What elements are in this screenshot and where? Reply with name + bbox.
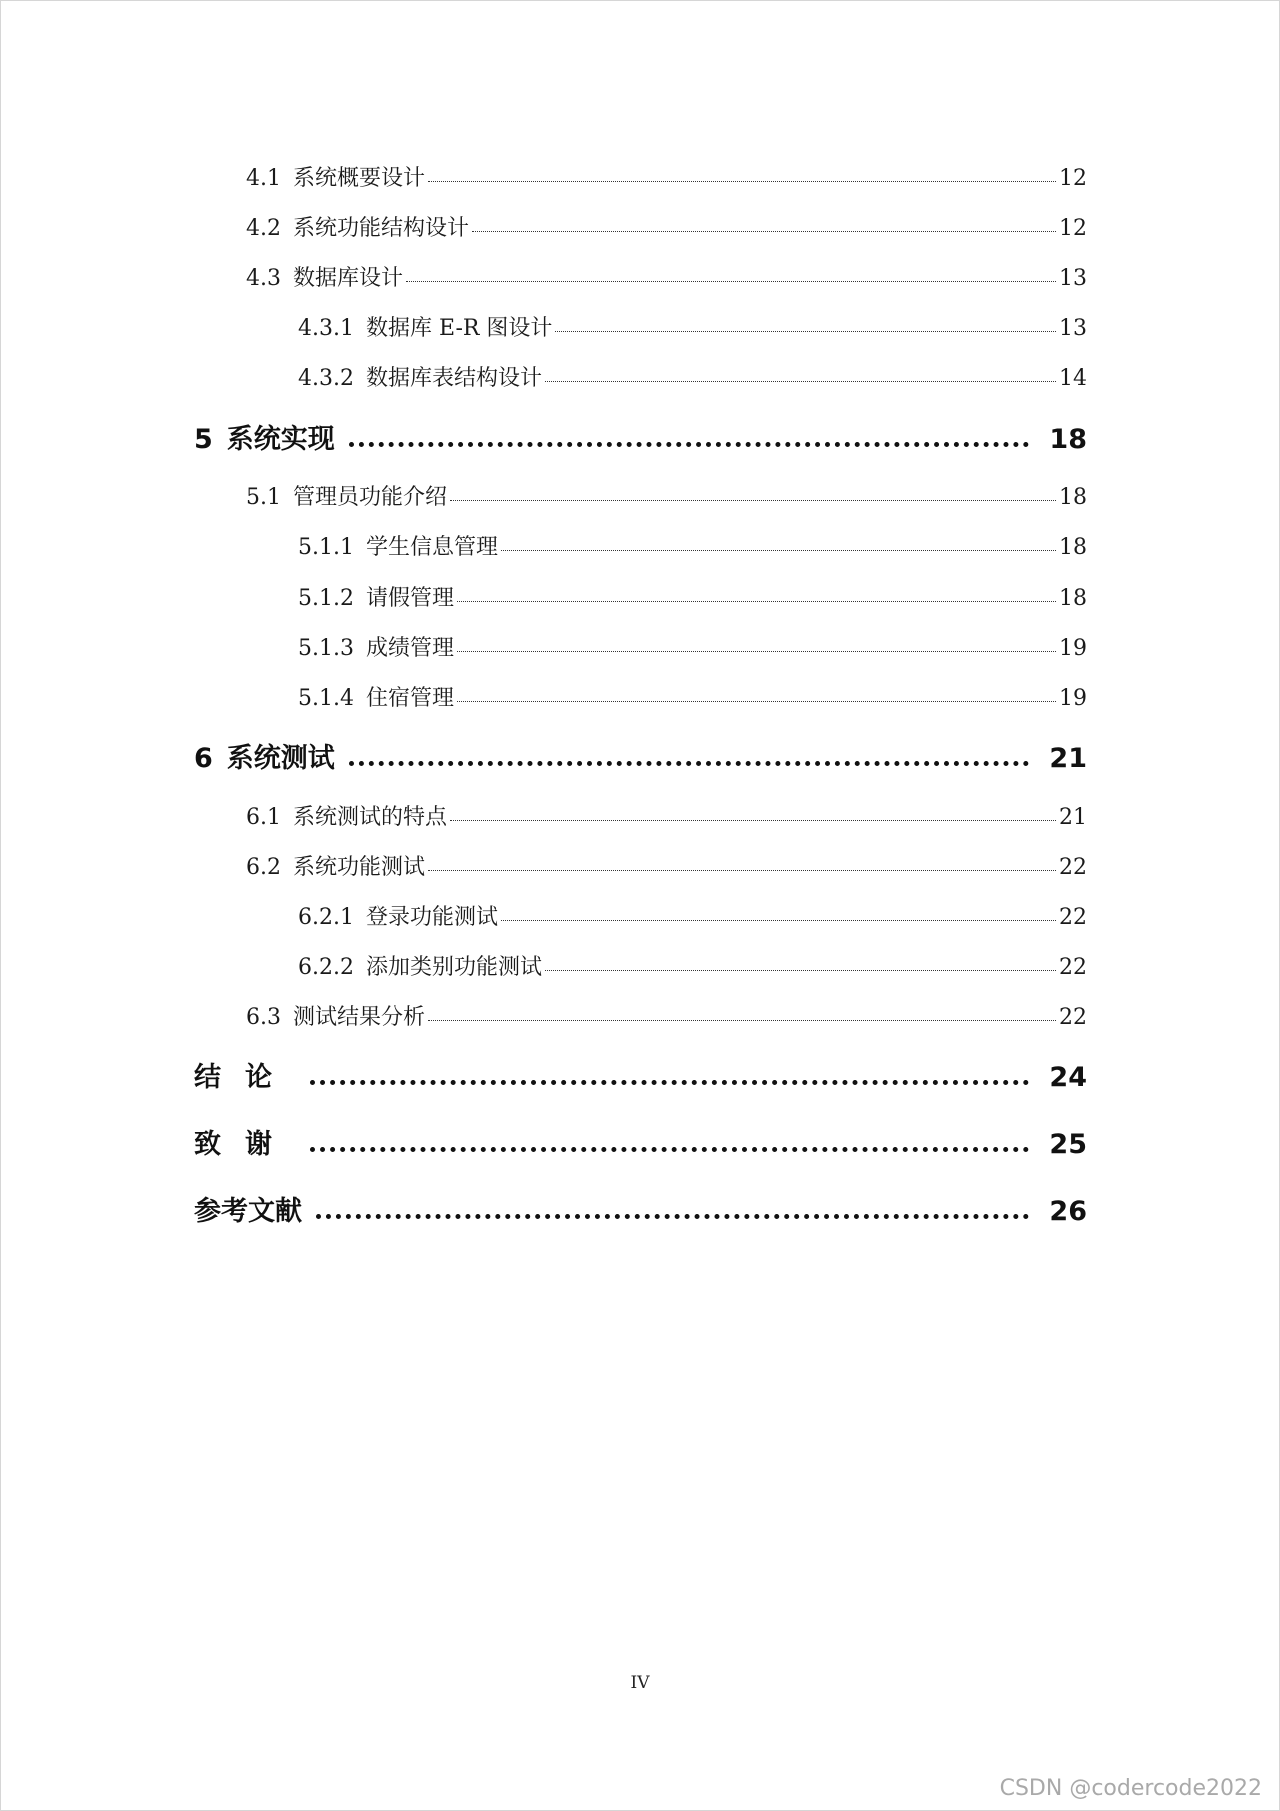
toc-leader — [310, 1147, 1029, 1152]
toc-entry-number: 4.3.2 — [298, 366, 354, 391]
toc-entry[interactable] — [194, 311, 1087, 342]
toc-leader — [406, 281, 1056, 282]
toc-entry-page: 14 — [1059, 366, 1087, 391]
toc-entry[interactable] — [194, 950, 1087, 981]
toc-entry-title: 数据库设计 — [293, 266, 404, 291]
toc-chapter-page: 25 — [1049, 1129, 1087, 1160]
toc-entry-number: 6.1 — [246, 805, 281, 830]
toc-chapter-number: 6 — [194, 743, 213, 774]
toc-chapter-title: 系统测试 — [226, 743, 335, 774]
toc-entry-title: 系统功能结构设计 — [293, 216, 470, 241]
toc-entry[interactable] — [194, 800, 1087, 831]
toc-entry[interactable] — [194, 530, 1087, 561]
toc-entry-title: 系统概要设计 — [293, 166, 426, 191]
toc-leader — [450, 500, 1056, 501]
toc-entry-page: 12 — [1059, 216, 1087, 241]
toc-leader — [428, 1020, 1056, 1021]
toc-leader — [450, 820, 1056, 821]
toc-entry-number: 4.3.1 — [298, 316, 354, 341]
toc-chapter[interactable] — [194, 1189, 1087, 1228]
toc-entry-page: 13 — [1059, 266, 1087, 291]
toc-entry-page: 22 — [1059, 855, 1087, 880]
toc-entry-number: 6.2.1 — [298, 905, 354, 930]
toc-entry-page: 13 — [1059, 316, 1087, 341]
toc-chapter-title: 致谢 — [194, 1129, 296, 1160]
toc-entry-number: 5.1 — [246, 485, 281, 510]
toc-entry-number: 4.2 — [246, 216, 281, 241]
toc-chapter-page: 26 — [1049, 1196, 1087, 1227]
toc-leader — [457, 701, 1056, 702]
toc-entry-title: 数据库 E-R 图设计 — [365, 316, 553, 341]
toc-leader — [310, 1080, 1029, 1085]
toc-leader — [428, 181, 1056, 182]
toc-entry-page: 19 — [1059, 686, 1087, 711]
toc-chapter-title: 参考文献 — [194, 1196, 302, 1227]
toc-chapter-title: 系统实现 — [226, 424, 335, 455]
toc-entry-number: 4.1 — [246, 166, 281, 191]
toc-entry-title: 系统功能测试 — [293, 855, 426, 880]
toc-entry-number: 6.3 — [246, 1005, 281, 1030]
toc-entry-title: 登录功能测试 — [365, 905, 498, 930]
toc-entry-number: 6.2.2 — [298, 955, 354, 980]
toc-entry-page: 18 — [1059, 535, 1087, 560]
toc-entry-title: 住宿管理 — [365, 686, 454, 711]
toc-chapter[interactable] — [194, 417, 1087, 456]
toc-chapter-page: 18 — [1049, 424, 1087, 455]
toc-leader — [555, 331, 1056, 332]
toc-leader — [545, 381, 1056, 382]
toc-entry-title: 数据库表结构设计 — [365, 366, 542, 391]
toc-leader — [428, 870, 1056, 871]
toc-entry[interactable] — [194, 581, 1087, 612]
toc-chapter[interactable] — [194, 1122, 1087, 1161]
toc-leader — [457, 651, 1056, 652]
toc-leader — [349, 761, 1030, 766]
toc-entry-title: 添加类别功能测试 — [365, 955, 542, 980]
toc-entry-number: 5.1.4 — [298, 686, 354, 711]
toc-entry[interactable] — [194, 261, 1087, 292]
toc-entry[interactable] — [194, 850, 1087, 881]
toc-entry-page: 22 — [1059, 1005, 1087, 1030]
toc-chapter-number: 5 — [194, 424, 213, 455]
toc-leader — [349, 442, 1030, 447]
toc-entry-number: 4.3 — [246, 266, 281, 291]
toc-entry[interactable] — [194, 211, 1087, 242]
toc-entry-page: 21 — [1059, 805, 1087, 830]
toc-leader — [501, 550, 1056, 551]
toc-chapter-page: 21 — [1049, 743, 1087, 774]
toc-chapter[interactable] — [194, 736, 1087, 775]
toc-entry-title: 测试结果分析 — [293, 1005, 426, 1030]
watermark: CSDN @codercode2022 — [999, 1776, 1262, 1801]
toc-leader — [472, 231, 1056, 232]
toc-entry-number: 5.1.2 — [298, 586, 354, 611]
toc-entry-title: 系统测试的特点 — [293, 805, 448, 830]
toc-leader — [316, 1214, 1029, 1219]
toc-entry[interactable] — [194, 161, 1087, 192]
toc-entry-number: 5.1.3 — [298, 636, 354, 661]
toc-entry[interactable] — [194, 681, 1087, 712]
toc-entry[interactable] — [194, 480, 1087, 511]
toc-leader — [501, 920, 1056, 921]
toc-chapter[interactable] — [194, 1055, 1087, 1094]
toc-leader — [457, 601, 1056, 602]
toc-chapter-title: 结论 — [194, 1062, 296, 1093]
toc-leader — [545, 970, 1056, 971]
toc-entry[interactable] — [194, 900, 1087, 931]
toc-entry-title: 成绩管理 — [365, 636, 454, 661]
toc-entry-title: 学生信息管理 — [365, 535, 498, 560]
toc-entry-number: 6.2 — [246, 855, 281, 880]
toc-entry-number: 5.1.1 — [298, 535, 354, 560]
toc-entry[interactable] — [194, 361, 1087, 392]
toc-chapter-page: 24 — [1049, 1062, 1087, 1093]
toc-entry-page: 22 — [1059, 905, 1087, 930]
toc-entry-page: 19 — [1059, 636, 1087, 661]
toc-entry-page: 18 — [1059, 586, 1087, 611]
page-number-footer: IV — [630, 1673, 650, 1693]
toc-entry-page: 22 — [1059, 955, 1087, 980]
toc-entry-page: 12 — [1059, 166, 1087, 191]
toc-entry-title: 请假管理 — [365, 586, 454, 611]
toc-entry-page: 18 — [1059, 485, 1087, 510]
toc-entry[interactable] — [194, 1000, 1087, 1031]
toc-entry-title: 管理员功能介绍 — [293, 485, 448, 510]
toc-entry[interactable] — [194, 631, 1087, 662]
